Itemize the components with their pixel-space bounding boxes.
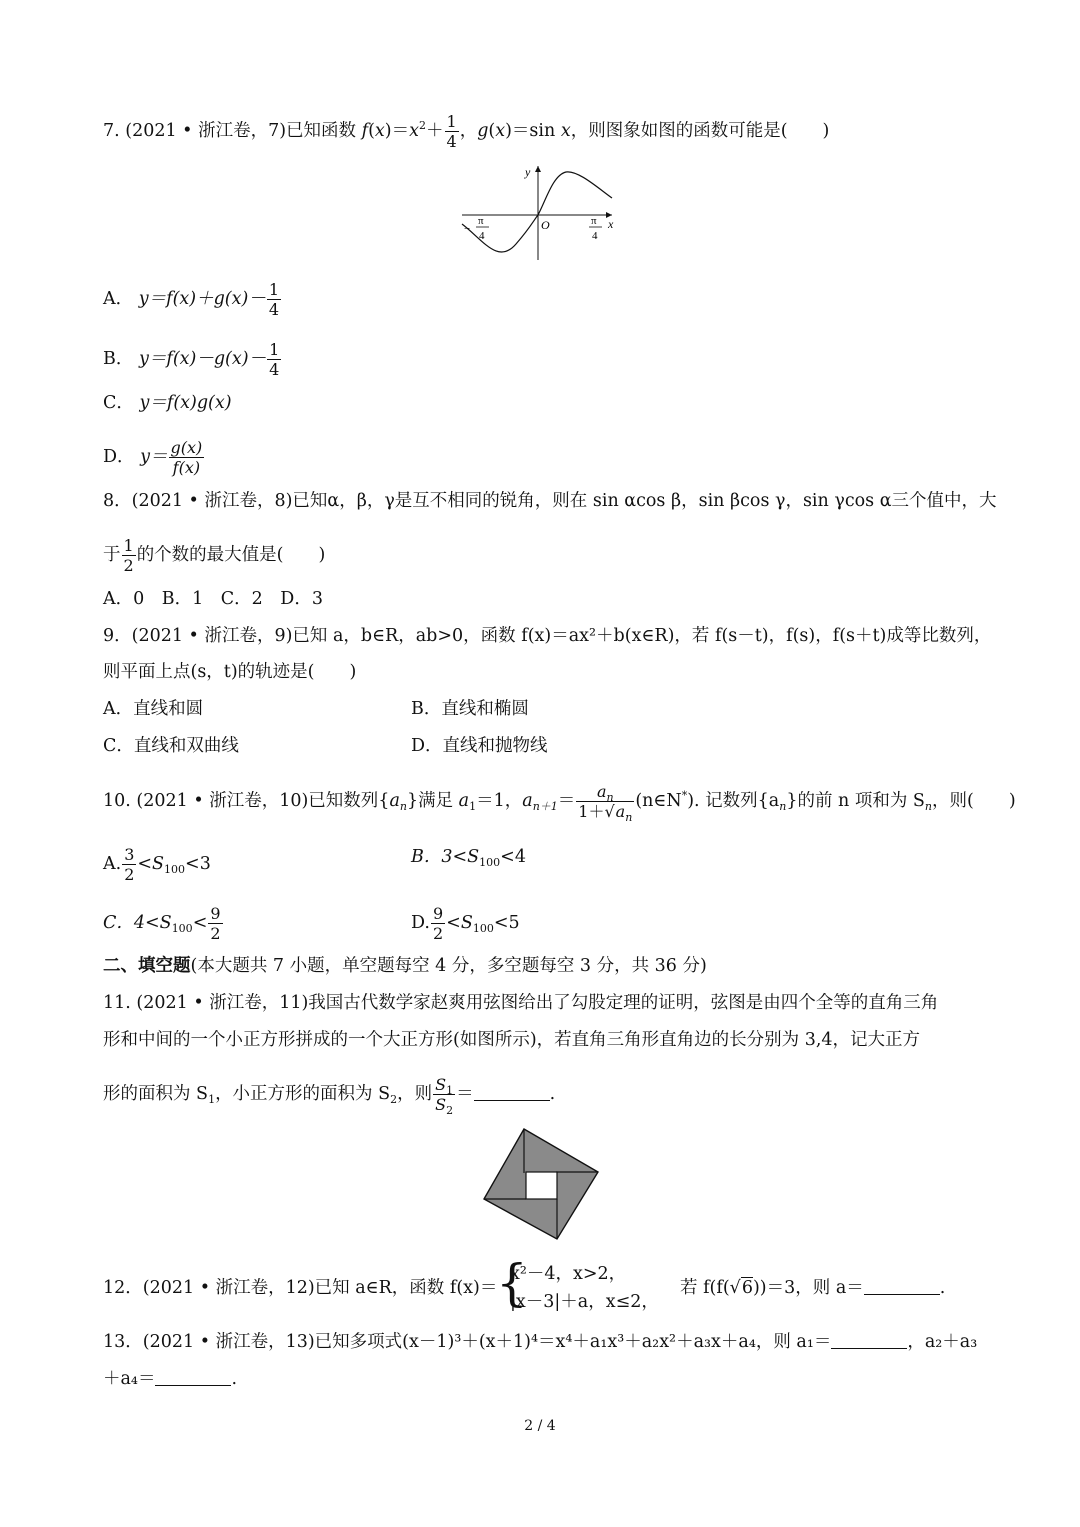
q13-answer-blank-1[interactable] [831, 1332, 907, 1349]
q9-line2: 则平面上点(s，t)的轨迹是( ) [103, 662, 357, 682]
q10-stem: 10. (2021 • 浙江卷，10)已知数列$\{a_n\}$满足 $a_1=1$，$a_{n+1}=$ $\frac{a_n}{1+√a_n}$ (n∈N*). 记数列$\{a_n\}$的前 n 项和为 $S_n$，则( ) [103, 782, 1016, 824]
q7-option-a: A． y＝f(x)＋g(x)－ $\frac{1}{4}$ [103, 280, 280, 319]
q9-option-c: C．直线和双曲线 [103, 736, 239, 756]
q12-condition: 若 f(f(√6))＝3，则 a＝ . [680, 1278, 946, 1298]
q10-option-a: A. $\frac{3}{2}$ $<S_{100}<3$ [103, 845, 211, 884]
q7-option-d: D． y＝ $\frac{g(x)}{f(x)}$ [103, 438, 203, 477]
q11-line3: 形的面积为 $S_1$，小正方形的面积为 $S_2$，则 $\frac{S_1}{S_2}$ ＝ . [103, 1075, 556, 1117]
q8-line1: 8．(2021 • 浙江卷，8)已知α，β，γ是互不相同的锐角，则在 sin αcos β，sin βcos γ，sin γcos α三个值中，大 [103, 491, 997, 511]
graph-pi-left: π [478, 215, 484, 227]
q13-answer-blank-2[interactable] [155, 1369, 231, 1386]
graph-y-label: y [525, 165, 531, 179]
q13-line2: ＋a₄＝ . [103, 1369, 238, 1389]
q11-line1: 11. (2021 • 浙江卷，11)我国古代数学家赵爽用弦图给出了勾股定理的证明，弦图是由四个全等的直角三角 [103, 993, 939, 1013]
q9-option-d: D．直线和抛物线 [411, 736, 548, 756]
q7-function-graph [458, 160, 618, 262]
q9-line1: 9．(2021 • 浙江卷，9)已知 a，b∈R，ab>0，函数 f(x)＝ax²＋b(x∈R)，若 f(s－t)，f(s)，f(s＋t)成等比数列， [103, 626, 992, 646]
q7-stem: 7. (2021 • 浙江卷，7)已知函数 $f(x)=x^2+$ $\frac{1}{4}$ ，g(x)＝sin x，则图象如图的函数可能是( ) [103, 112, 830, 151]
page-number: 2 / 4 [524, 1418, 556, 1434]
q10-option-d: D. $\frac{9}{2}$ $<S_{100}<5$ [411, 904, 520, 943]
q10-option-b: B．$3<S_{100}<4$ [411, 847, 526, 869]
graph-pi-right: π [591, 215, 597, 227]
q10-recurrence-fraction: $\frac{a_n}{1+√a_n}$ [578, 782, 633, 824]
q11-zhao-shuang-diagram [482, 1127, 600, 1241]
q8-options: A．0 B．1 C．2 D．3 [103, 589, 323, 609]
graph-four-right: 4 [592, 230, 598, 242]
q11-answer-blank[interactable] [474, 1084, 550, 1101]
q12-answer-blank[interactable] [864, 1278, 940, 1295]
graph-four-left: 4 [479, 230, 485, 242]
graph-origin-label: O [541, 218, 550, 232]
q13-line1: 13．(2021 • 浙江卷，13)已知多项式(x－1)³＋(x＋1)⁴＝x⁴＋a₁x³＋a₂x²＋a₃x＋a₄，则 a₁＝ ，a₂＋a₃ [103, 1332, 978, 1352]
q9-option-b: B．直线和椭圆 [411, 699, 529, 719]
graph-x-label: x [608, 217, 614, 231]
q12-brace: { [496, 1254, 528, 1312]
section-heading: 二、填空题(本大题共 7 小题，单空题每空 4 分，多空题每空 3 分，共 36 分) [103, 956, 707, 976]
q9-option-a: A．直线和圆 [103, 699, 204, 719]
q11-line2: 形和中间的一个小正方形拼成的一个大正方形(如图所示)，若直角三角形直角边的长分别为 3,4，记大正方 [103, 1030, 921, 1050]
q12-piecewise: { x²－4，x>2， |x－3|＋a，x≤2， [496, 1254, 659, 1312]
q7-option-c: C． y＝f(x)g(x) [103, 393, 232, 413]
q12-stem: 12．(2021 • 浙江卷，12)已知 a∈R，函数 f(x)＝ [103, 1278, 498, 1298]
q11-ratio-fraction: $\frac{S_1}{S_2}$ [435, 1075, 454, 1117]
graph-minus: − [464, 223, 471, 235]
q10-option-c: C．$4<S_{100}<$ $\frac{9}{2}$ [103, 904, 221, 943]
q8-line2: 于 $\frac{1}{2}$ 的个数的最大值是( ) [103, 536, 326, 575]
q7-option-b: B． y＝f(x)－g(x)－ $\frac{1}{4}$ [103, 340, 280, 379]
q7-fraction: $\frac{1}{4}$ [446, 112, 457, 151]
